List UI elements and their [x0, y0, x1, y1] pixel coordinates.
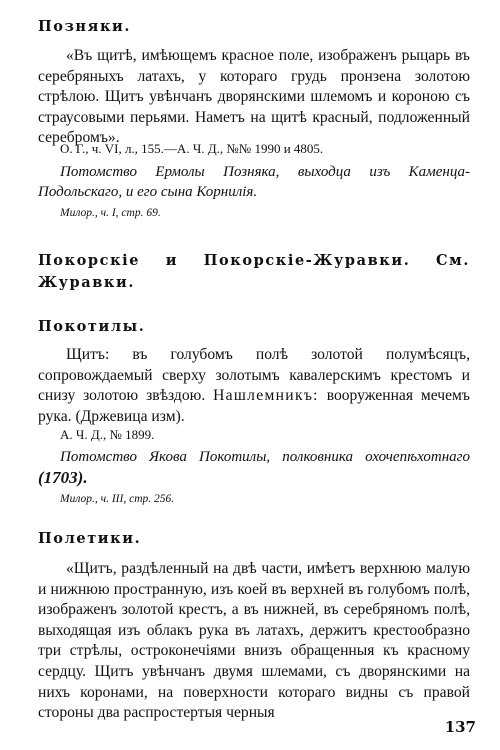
descent-year: (1703). — [38, 467, 88, 487]
page-number: 137 — [444, 718, 476, 736]
entry-descent-pozniaki: Потомство Ермолы Позняка, выходца изъ Каменца-Подольскаго, и его сына Корнилія. — [38, 164, 470, 200]
entry-reference-pozniaki: О. Г., ч. VI, л., 155.—А. Ч. Д., №№ 1990 и 4805. — [60, 141, 324, 156]
entry-body-pokotily — [38, 345, 470, 427]
body-text-post: вооруженная мечемъ рука. (Држевица изм). — [38, 387, 470, 425]
entry-descent-pokotily — [38, 448, 470, 489]
descent-text: Потомство Якова Покотилы, полковника охочепѣхотнаго — [60, 449, 470, 465]
entry-title-pozniaki: Позняки. — [38, 18, 132, 35]
entry-source-pozniaki: Милор., ч. I, стр. 69. — [60, 207, 161, 219]
helmet-label: Нашлемникъ: — [213, 387, 319, 405]
entry-title-poletiki: Полетики. — [38, 530, 142, 547]
entry-source-pokotily: Милор., ч. III, стр. 256. — [60, 493, 175, 505]
entry-title-pokorskie: Покорскіе и Покорскіе-Журавки. См. Журавки. — [38, 252, 470, 291]
entry-title-pokotily: Покотилы. — [38, 318, 146, 335]
entry-body-pozniaki: «Въ щитѣ, имѣющемъ красное поле, изображенъ рыцарь въ серебряныхъ латахъ, у котораго грудь пронзена золотою стрѣлою. Щитъ увѣнчанъ дворянскими шлемомъ и короною съ страусовыми перьями. Наметъ на щитѣ красный, подложенный серебромъ». — [38, 47, 470, 147]
entry-body-poletiki: «Щитъ, раздѣленный на двѣ части, имѣетъ верхнюю малую и нижнюю пространную, изъ коей въ верхней въ голубомъ полѣ, изображенъ золотой крестъ, а въ нижней, въ серебряномъ полѣ, выходящая изъ облакъ рука въ латахъ, держитъ крестообразно три стрѣлы, остроконечіями внизъ обращенныя къ красному сердцу. Щитъ увѣнчанъ двумя шлемами, съ дворянскими на нихъ коронами, на поверхности котораго видны съ правой стороны два распростертыя черныя — [38, 560, 470, 722]
entry-reference-pokotily: А. Ч. Д., № 1899. — [60, 427, 155, 442]
body-text-pre: Щитъ: въ голубомъ полѣ золотой полумѣсяцъ, сопровождаемый сверху золотымъ кавалерскимъ крестомъ и снизу золотою звѣздою. — [38, 346, 470, 405]
